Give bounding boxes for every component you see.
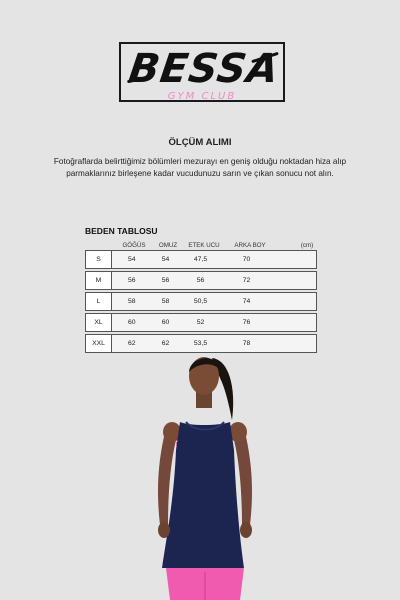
hem-value: 50,5 (180, 293, 222, 311)
back-length-value: 76 (222, 314, 272, 332)
chest-value: 62 (112, 335, 152, 353)
hem-value: 56 (180, 272, 222, 290)
table-row (86, 251, 317, 269)
brand-name: BESSA (125, 46, 283, 92)
brand-sub: GYM CLUB (167, 91, 237, 102)
table-row (86, 293, 317, 311)
chest-value: 58 (112, 293, 152, 311)
chest-value: 56 (112, 272, 152, 290)
hem-value: 53,5 (180, 335, 222, 353)
size-label: S (86, 251, 112, 269)
column-header-hem: ETEK UCU (188, 242, 220, 249)
left-hand (158, 522, 170, 538)
shoulder-value: 58 (152, 293, 180, 311)
instructions-line: parmaklarınız birleşene kadar vucudunuzu sarın ve çıkan sonucu not alın. (66, 169, 334, 178)
instructions-line: Fotoğraflarda belirttiğimiz bölümleri mezurayı en geniş olduğu noktadan hiza alıp (53, 157, 347, 166)
size-label: XL (86, 314, 112, 332)
back-length-value: 70 (222, 251, 272, 269)
column-header-shoulder: OMUZ (158, 242, 178, 249)
model-photo (140, 350, 270, 600)
size-table-title: BEDEN TABLOSU (85, 226, 158, 236)
back-length-value: 78 (222, 335, 272, 353)
shoulder-value: 56 (152, 272, 180, 290)
column-header-chest: GÖĞÜS (122, 242, 146, 249)
size-label: L (86, 293, 112, 311)
table-row (86, 272, 317, 290)
shoulder-value: 62 (152, 335, 180, 353)
hem-value: 52 (180, 314, 222, 332)
column-header-back-length: ARKA BOY (234, 242, 266, 249)
unit-spacer (272, 293, 317, 311)
unit-spacer (272, 335, 317, 353)
shoulder-value: 60 (152, 314, 180, 332)
size-label: XXL (86, 335, 112, 353)
unit-spacer (272, 251, 317, 269)
back-length-value: 74 (222, 293, 272, 311)
measurement-instructions (30, 156, 370, 180)
size-label: M (86, 272, 112, 290)
shoulder-value: 54 (152, 251, 180, 269)
unit-spacer (272, 272, 317, 290)
unit-label: (cm) (300, 242, 314, 249)
size-table (85, 250, 317, 353)
right-hand (240, 522, 252, 538)
hem-value: 47,5 (180, 251, 222, 269)
unit-spacer (272, 314, 317, 332)
brand-logo (119, 42, 285, 102)
back-length-value: 72 (222, 272, 272, 290)
chest-value: 54 (112, 251, 152, 269)
table-row (86, 314, 317, 332)
chest-value: 60 (112, 314, 152, 332)
page-title: ÖLÇÜM ALIMI (168, 137, 232, 148)
